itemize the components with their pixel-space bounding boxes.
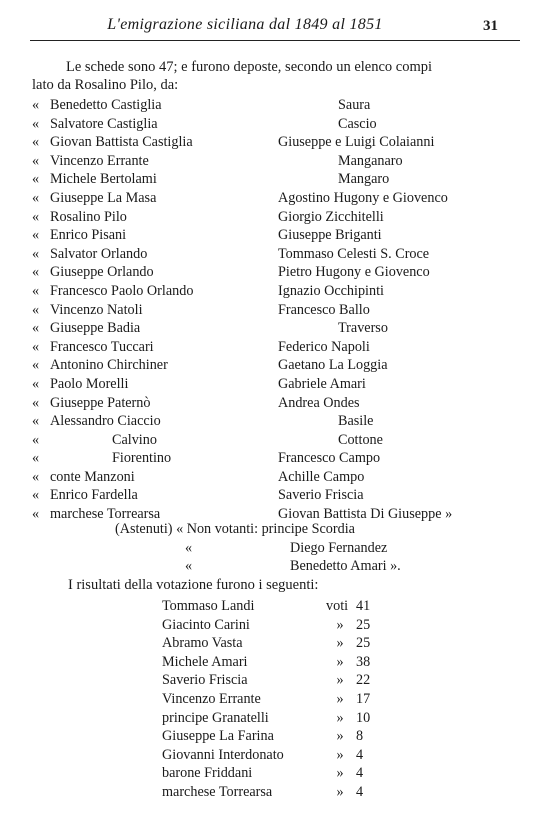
candidate-name: Tommaso Landi bbox=[162, 598, 255, 614]
ditto-mark: » bbox=[336, 728, 344, 745]
results-list bbox=[0, 597, 550, 802]
voter-row bbox=[32, 226, 512, 245]
candidate-name: Giovanni Interdonato bbox=[162, 746, 284, 763]
guillemet: « bbox=[32, 320, 40, 337]
vote-count: 22 bbox=[356, 672, 371, 689]
voter-left-name: Antonino Chirchiner bbox=[50, 357, 168, 374]
guillemet: « bbox=[32, 338, 40, 355]
guillemet: « bbox=[32, 413, 40, 430]
voter-right-name: Gabriele Amari bbox=[278, 375, 366, 392]
result-row bbox=[0, 764, 550, 783]
guillemet: « bbox=[32, 357, 40, 374]
guillemet: « bbox=[32, 264, 40, 281]
voter-left-name: Paolo Morelli bbox=[50, 375, 129, 392]
voter-left-name: Giuseppe La Masa bbox=[50, 189, 157, 206]
guillemet: « bbox=[32, 394, 40, 411]
guillemet: « bbox=[32, 487, 40, 504]
ditto-mark: » bbox=[336, 616, 344, 633]
abstention-name-2: Diego Fernandez bbox=[290, 539, 388, 556]
result-row bbox=[0, 746, 550, 765]
guillemet: « bbox=[32, 189, 40, 206]
voter-row bbox=[32, 449, 512, 468]
voter-left-name: Giovan Battista Castiglia bbox=[50, 134, 193, 151]
abstention-quote-2: « bbox=[185, 539, 193, 556]
abstention-quote-3: « bbox=[185, 558, 193, 575]
voter-right-name: Ignazio Occhipinti bbox=[278, 282, 384, 299]
voter-row bbox=[32, 282, 512, 301]
result-row bbox=[0, 616, 550, 635]
voter-left-name: Salvator Orlando bbox=[50, 245, 148, 262]
candidate-name: Giacinto Carini bbox=[162, 616, 250, 633]
ditto-mark: » bbox=[336, 765, 344, 782]
voter-row bbox=[32, 133, 512, 152]
voter-left-name: Rosalino Pilo bbox=[50, 208, 127, 225]
voter-left-name: conte Manzoni bbox=[50, 468, 135, 485]
abstention-line-1: (Astenuti) « Non votanti: principe Scordia bbox=[115, 521, 355, 537]
voter-right-name: Saura bbox=[338, 97, 371, 113]
voter-left-name: marchese Torrearsa bbox=[50, 506, 161, 523]
voter-right-name: Agostino Hugony e Giovenco bbox=[278, 189, 448, 206]
voter-left-name: Giuseppe Orlando bbox=[50, 264, 154, 281]
vote-count: 17 bbox=[356, 690, 371, 707]
voter-row bbox=[32, 431, 512, 450]
voter-right-name: Giovan Battista Di Giuseppe » bbox=[278, 506, 453, 523]
candidate-name: principe Granatelli bbox=[162, 709, 269, 726]
vote-count: 10 bbox=[356, 709, 371, 726]
vote-count: 25 bbox=[356, 616, 371, 633]
ditto-mark: » bbox=[336, 635, 344, 652]
guillemet: « bbox=[32, 227, 40, 244]
voter-right-name: Mangaro bbox=[338, 171, 390, 188]
guillemet: « bbox=[32, 245, 40, 262]
voter-row bbox=[32, 170, 512, 189]
voter-row bbox=[32, 301, 512, 320]
intro-line-2: lato da Rosalino Pilo, da: bbox=[32, 77, 179, 93]
voter-left-name: Alessandro Ciaccio bbox=[50, 413, 161, 430]
candidate-name: Vincenzo Errante bbox=[162, 690, 261, 707]
vote-count: 25 bbox=[356, 635, 371, 652]
ditto-mark: » bbox=[336, 746, 344, 763]
voter-right-name: Achille Campo bbox=[278, 468, 365, 485]
voter-right-name: Basile bbox=[338, 413, 374, 430]
voter-left-name: Michele Bertolami bbox=[50, 171, 157, 188]
result-row bbox=[0, 783, 550, 802]
guillemet: « bbox=[32, 115, 40, 132]
candidate-name: marchese Torrearsa bbox=[162, 783, 273, 800]
voter-row bbox=[32, 468, 512, 487]
guillemet: « bbox=[32, 134, 40, 151]
page-number: 31 bbox=[483, 18, 498, 34]
voter-right-name: Tommaso Celesti S. Croce bbox=[278, 245, 430, 262]
intro-line-1: Le schede sono 47; e furono deposte, secondo un elenco compi bbox=[66, 59, 433, 75]
voter-row bbox=[32, 245, 512, 264]
voter-row bbox=[32, 356, 512, 375]
guillemet: « bbox=[32, 506, 40, 523]
voter-right-name: Giuseppe Briganti bbox=[278, 227, 382, 244]
voter-right-name: Andrea Ondes bbox=[278, 394, 360, 411]
vote-count: 4 bbox=[356, 783, 364, 800]
voter-right-name: Giorgio Zicchitelli bbox=[278, 208, 384, 225]
result-row bbox=[0, 634, 550, 653]
result-row bbox=[0, 709, 550, 728]
vote-count: 41 bbox=[356, 598, 371, 614]
voter-left-name: Salvatore Castiglia bbox=[50, 115, 158, 132]
voter-right-name: Francesco Ballo bbox=[278, 301, 370, 318]
voter-left-name: Enrico Fardella bbox=[50, 487, 138, 504]
voter-right-name: Giuseppe e Luigi Colaianni bbox=[278, 134, 435, 151]
guillemet: « bbox=[32, 282, 40, 299]
ditto-mark: » bbox=[336, 709, 344, 726]
voter-row bbox=[32, 152, 512, 171]
voter-left-name: Enrico Pisani bbox=[50, 227, 127, 244]
guillemet: « bbox=[32, 468, 40, 485]
ditto-mark: » bbox=[336, 672, 344, 689]
voters-list bbox=[32, 96, 512, 524]
ditto-mark: » bbox=[336, 783, 344, 800]
votes-label: voti bbox=[326, 598, 349, 614]
guillemet: « bbox=[32, 375, 40, 392]
voter-left-name: Fiorentino bbox=[112, 450, 172, 467]
ditto-mark: » bbox=[336, 653, 344, 670]
candidate-name: Michele Amari bbox=[162, 653, 248, 670]
voter-row bbox=[32, 115, 512, 134]
result-row bbox=[0, 671, 550, 690]
voter-row bbox=[32, 263, 512, 282]
vote-count: 4 bbox=[356, 765, 364, 782]
header-rule bbox=[30, 40, 520, 41]
voter-left-name: Giuseppe Badia bbox=[50, 320, 141, 337]
candidate-name: Giuseppe La Farina bbox=[162, 728, 274, 745]
voter-row bbox=[32, 96, 512, 115]
candidate-name: barone Friddani bbox=[162, 765, 253, 782]
results-intro: I risultati della votazione furono i seguenti: bbox=[68, 577, 319, 593]
voter-left-name: Vincenzo Errante bbox=[50, 152, 149, 169]
guillemet: « bbox=[32, 431, 40, 448]
voter-row bbox=[32, 412, 512, 431]
vote-count: 8 bbox=[356, 728, 364, 745]
voter-right-name: Federico Napoli bbox=[278, 338, 370, 355]
guillemet: « bbox=[32, 152, 40, 169]
voter-row bbox=[32, 394, 512, 413]
intro-paragraph bbox=[32, 58, 502, 94]
voter-row bbox=[32, 375, 512, 394]
voter-right-name: Manganaro bbox=[338, 152, 403, 169]
voter-row bbox=[32, 338, 512, 357]
candidate-name: Abramo Vasta bbox=[162, 635, 243, 652]
running-title: L'emigrazione siciliana dal 1849 al 1851 bbox=[107, 16, 383, 33]
ditto-mark: » bbox=[336, 690, 344, 707]
voter-right-name: Cottone bbox=[338, 431, 383, 448]
voter-left-name: Benedetto Castiglia bbox=[50, 97, 162, 113]
vote-count: 38 bbox=[356, 653, 371, 670]
voter-right-name: Francesco Campo bbox=[278, 450, 381, 467]
voter-row bbox=[32, 319, 512, 338]
voter-right-name: Traverso bbox=[338, 320, 388, 337]
guillemet: « bbox=[32, 171, 40, 188]
guillemet: « bbox=[32, 450, 40, 467]
voter-row bbox=[32, 208, 512, 227]
voter-row bbox=[32, 486, 512, 505]
vote-count: 4 bbox=[356, 746, 364, 763]
guillemet: « bbox=[32, 301, 40, 318]
voter-right-name: Pietro Hugony e Giovenco bbox=[278, 264, 430, 281]
voter-left-name: Calvino bbox=[112, 431, 157, 448]
voter-left-name: Vincenzo Natoli bbox=[50, 301, 143, 318]
voter-row bbox=[32, 189, 512, 208]
result-row bbox=[0, 597, 550, 616]
voter-left-name: Francesco Paolo Orlando bbox=[50, 282, 194, 299]
abstention-name-3: Benedetto Amari ». bbox=[290, 558, 401, 575]
voter-right-name: Gaetano La Loggia bbox=[278, 357, 388, 374]
guillemet: « bbox=[32, 97, 40, 113]
voter-left-name: Francesco Tuccari bbox=[50, 338, 154, 355]
result-row bbox=[0, 727, 550, 746]
voter-right-name: Cascio bbox=[338, 115, 377, 132]
guillemet: « bbox=[32, 208, 40, 225]
candidate-name: Saverio Friscia bbox=[162, 672, 248, 689]
voter-left-name: Giuseppe Paternò bbox=[50, 394, 151, 411]
result-row bbox=[0, 690, 550, 709]
voter-right-name: Saverio Friscia bbox=[278, 487, 364, 504]
result-row bbox=[0, 653, 550, 672]
